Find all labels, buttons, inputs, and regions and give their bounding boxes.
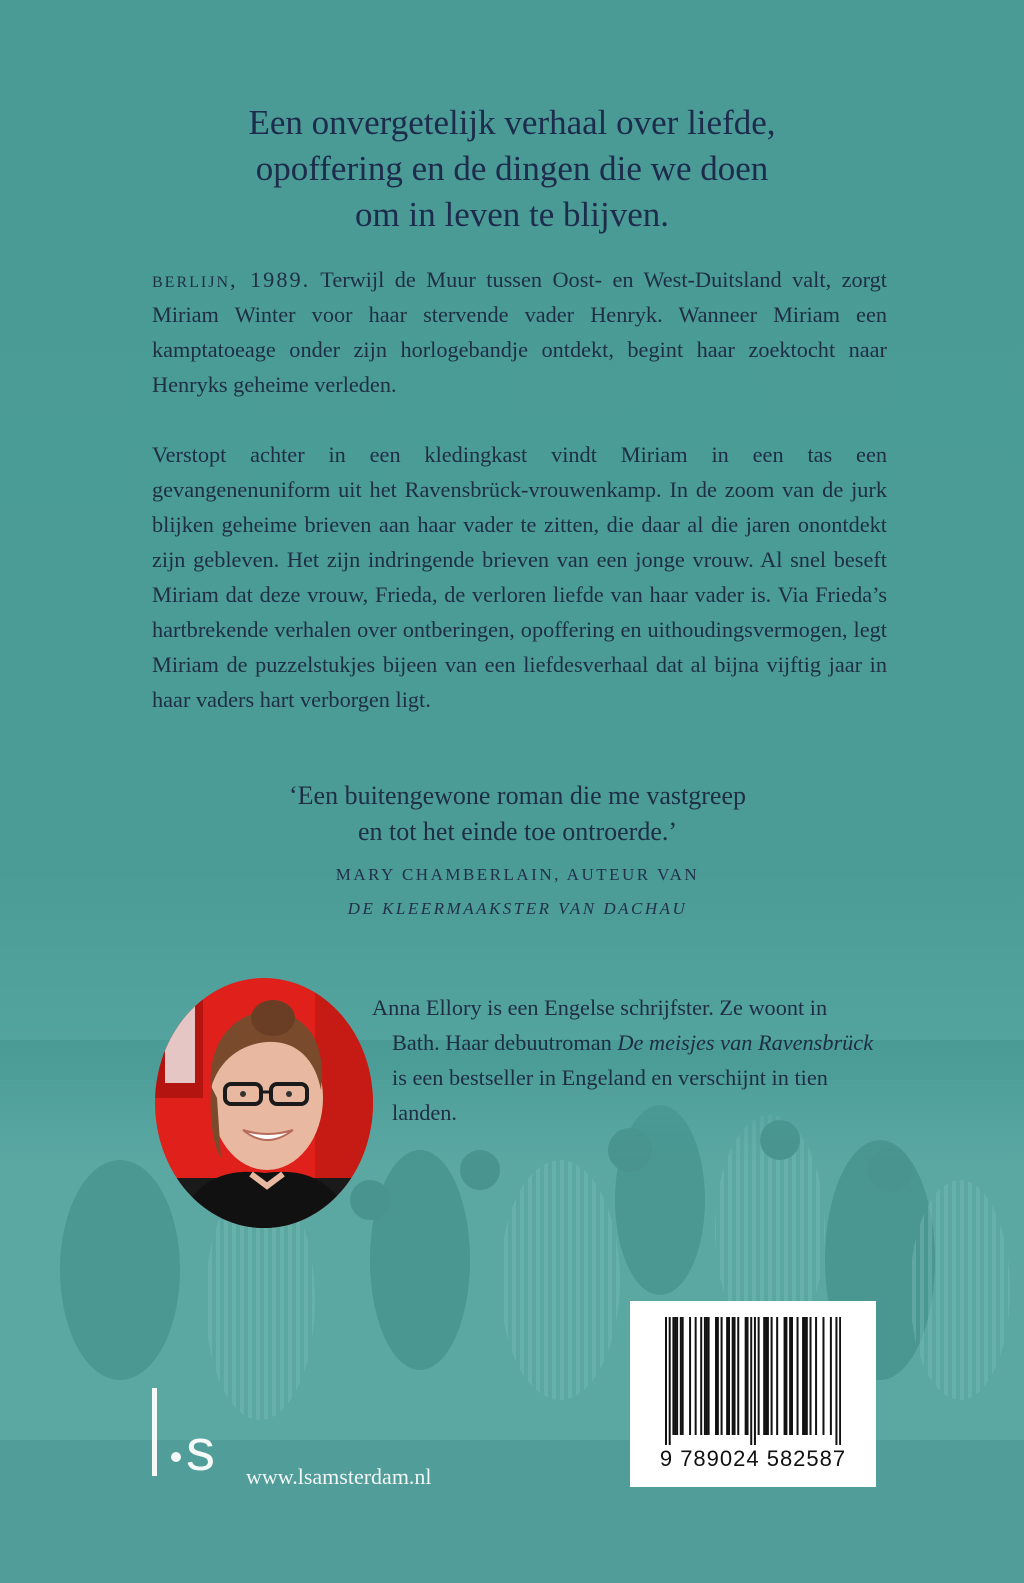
barcode-bar (665, 1317, 667, 1445)
barcode-bar (672, 1317, 674, 1435)
tagline (100, 100, 924, 238)
author-bio-line: landen. (392, 1100, 458, 1125)
barcode-bar (771, 1317, 773, 1435)
barcode-bar (797, 1317, 799, 1435)
author-bio-text: Bath. Haar debuutroman (392, 1030, 612, 1055)
attribution-author: MARY CHAMBERLAIN, AUTEUR VAN (335, 865, 700, 884)
barcode-bar (758, 1317, 760, 1435)
barcode-bar (728, 1317, 730, 1435)
barcode-bar (785, 1317, 787, 1435)
review-quote (150, 778, 885, 850)
isbn-barcode (630, 1301, 876, 1487)
barcode-bar (767, 1317, 769, 1435)
barcode-bar (721, 1317, 723, 1435)
barcode-bar (750, 1317, 752, 1445)
isbn-digits: 9 789024 582587 (659, 1446, 847, 1471)
barcode-bar (726, 1317, 728, 1435)
barcode-bar (704, 1317, 706, 1435)
barcode-bar (776, 1317, 778, 1435)
barcode-bar (802, 1317, 804, 1435)
barcode-bar (763, 1317, 765, 1435)
blurb (152, 262, 887, 752)
barcode-bar (737, 1317, 739, 1435)
barcode-bar (835, 1317, 837, 1445)
barcode-bar (810, 1317, 812, 1435)
barcode-bar (708, 1317, 710, 1435)
barcode-bar (717, 1317, 719, 1435)
barcode-bar (745, 1317, 747, 1435)
barcode-bar (732, 1317, 734, 1435)
author-debut-title: De meisjes van Ravensbrück (617, 1030, 874, 1055)
barcode-bar (706, 1317, 708, 1435)
author-bio-line (372, 1025, 892, 1060)
author-bio-line: is een bestseller in Engeland en verschijnt in tien (392, 1065, 828, 1090)
blurb-paragraph-1-text: Terwijl de Muur tussen Oost- en West-Duitsland valt, zorgt Miriam Winter voor haar stervende vader Henryk. Wanneer Miriam een kamptatoeage onder zijn horlogebandje ontdekt, begint haar zoektocht naar Henryks geheime verleden. (152, 267, 888, 397)
barcode-bar (682, 1317, 684, 1435)
barcode-bar (734, 1317, 736, 1435)
attribution-book: DE KLEERMAAKSTER VAN DACHAU (347, 899, 688, 918)
barcode-bar (839, 1317, 841, 1445)
barcode-bar (680, 1317, 682, 1435)
tagline-line: Een onvergetelijk verhaal over liefde, (248, 103, 776, 142)
quote-attribution (150, 858, 885, 926)
barcode-bar (791, 1317, 793, 1435)
tagline-line: om in leven te blijven. (355, 195, 669, 234)
barcode-bar (806, 1317, 808, 1435)
barcode-bar (700, 1317, 702, 1435)
logo-letter: s (186, 1418, 215, 1483)
publisher-logo (148, 1383, 228, 1493)
blurb-paragraph-2: Verstopt achter in een kledingkast vindt Miriam in een tas een gevangenenuniform uit het Ravensbrück-vrouwenkamp. In de zoom van de jurk blijken geheime brieven aan haar vader te zitten, die daar al die jaren onontdekt zijn gebleven. Het zijn indringende brieven van een jonge vrouw. Al snel beseft Miriam dat deze vrouw, Frieda, de verloren liefde van haar vader is. Via Frieda’s hartbrekende verhalen over ontberingen, opoffering en uithoudingsvermogen, legt Miriam de puzzelstukjes bijeen van een liefdesverhaal dat al bijna vijftig jaar in haar vaders hart verborgen ligt. (152, 442, 887, 712)
barcode-bar (695, 1317, 697, 1435)
barcode-bar (689, 1317, 691, 1435)
barcode-bar (789, 1317, 791, 1435)
author-bio (372, 990, 892, 1130)
barcode-bar (804, 1317, 806, 1435)
barcode-bars (665, 1317, 841, 1445)
barcode-bar (747, 1317, 749, 1435)
barcode-bar (674, 1317, 676, 1435)
author-bio-line: Anna Ellory is een Engelse schrijfster. Ze woont in (372, 995, 828, 1020)
publisher-website: www.lsamsterdam.nl (246, 1464, 432, 1489)
barcode-bar (676, 1317, 678, 1435)
author-photo (155, 978, 373, 1228)
barcode-bar (765, 1317, 767, 1435)
quote-line: en tot het einde toe ontroerde.’ (357, 817, 678, 846)
logo-dot (171, 1452, 181, 1462)
barcode-bar (815, 1317, 817, 1435)
barcode-bar (715, 1317, 717, 1435)
blurb-paragraph-1 (152, 262, 887, 402)
author-portrait-illustration (155, 978, 373, 1228)
logo-bar (152, 1388, 157, 1476)
quote-line: ‘Een buitengewone roman die me vastgreep (289, 781, 746, 810)
barcode-bar (822, 1317, 824, 1435)
blurb-lead-place: berlijn, 1989. (152, 267, 311, 292)
tagline-line: opoffering en de dingen die we doen (255, 149, 769, 188)
barcode-bar (669, 1317, 671, 1445)
barcode-bar (830, 1317, 832, 1435)
barcode-bar (754, 1317, 756, 1445)
barcode-bar (784, 1317, 786, 1435)
